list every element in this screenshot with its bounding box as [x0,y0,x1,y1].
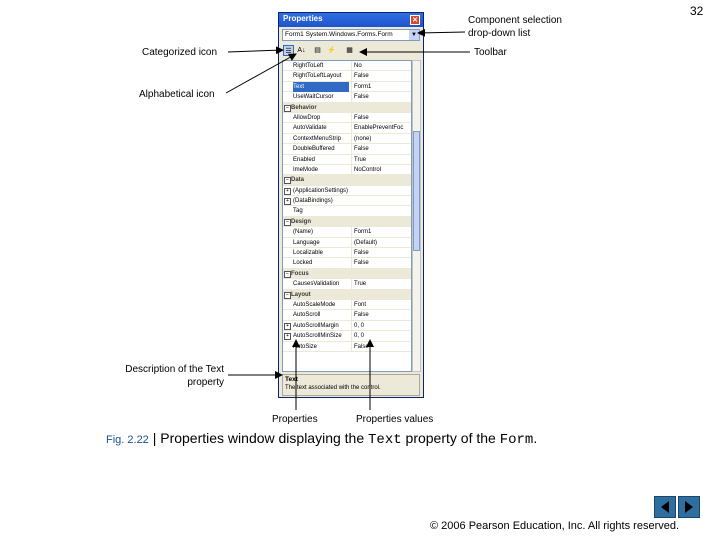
properties-values-callout: Properties values [356,414,434,425]
property-value[interactable]: False [351,144,412,154]
property-name: (DataBindings) [293,198,333,205]
collapse-icon[interactable]: − [284,292,291,299]
chevron-down-icon[interactable]: ▼ [409,30,419,40]
category-name: Design [291,218,312,225]
arrow [226,54,296,93]
property-value[interactable]: True [351,279,412,289]
property-value[interactable]: Font [351,300,412,310]
events-icon[interactable]: ⚡ [327,47,336,54]
property-name: RightToLeftLayout [293,73,342,80]
next-slide-button[interactable] [678,496,700,518]
property-name: AutoSize [293,343,318,350]
property-name: Enabled [293,156,316,163]
categorized-icon[interactable]: ☰ [283,45,294,56]
property-name: AutoScrollMinSize [293,333,342,340]
page-number: 32 [690,4,704,18]
caption-code: Form [499,432,534,448]
property-value[interactable]: 0, 0 [351,321,412,331]
property-value[interactable]: False [351,71,412,81]
property-name: AllowDrop [293,114,321,121]
caption-text: property of the [401,430,500,446]
category-name: Layout [291,291,311,298]
property-name: CausesValidation [293,281,340,288]
property-value[interactable]: True [351,155,412,165]
property-name: AutoScrollMargin [293,322,339,329]
category-name: Focus [291,270,309,277]
expand-icon[interactable]: + [284,323,291,330]
property-value[interactable]: Form1 [351,82,412,92]
property-name: Localizable [293,250,324,257]
alphabetical-icon[interactable]: A↓ [297,47,306,54]
property-value[interactable]: False [351,258,412,268]
callout-line: Component selection [468,15,562,26]
property-value[interactable]: False [351,113,412,123]
close-icon: ✕ [412,17,418,24]
description-text: The text associated with the control. [285,385,381,391]
property-name: Language [293,239,320,246]
collapse-icon[interactable]: − [284,105,291,112]
description-title: Text [285,376,298,383]
property-name: RightToLeft [293,63,324,69]
property-name: Locked [293,260,313,267]
expand-icon[interactable]: + [284,198,291,205]
expand-icon[interactable]: + [284,333,291,340]
category-name: Behavior [291,104,317,111]
property-value[interactable]: EnablePreventFoc [351,123,412,133]
figure-label: Fig. 2.22 [106,434,149,446]
alphabetical-icon-callout: Alphabetical icon [139,89,215,100]
property-name: ContextMenuStrip [293,135,342,142]
callout-line: drop-down list [468,28,531,39]
arrow [228,50,283,52]
caption-text: Properties [160,430,225,446]
property-name: AutoValidate [293,125,327,132]
previous-slide-button[interactable] [654,496,676,518]
property-value[interactable]: (none) [351,134,412,144]
property-name: (ApplicationSettings) [293,187,349,194]
property-name: AutoScaleMode [293,301,336,308]
expand-icon[interactable]: + [284,188,291,195]
collapse-icon[interactable]: − [284,219,291,226]
arrow [418,32,465,33]
property-name: Text [293,82,349,92]
property-value[interactable]: Form1 [351,227,412,237]
combo-value: Form1 System.Windows.Forms.Form [285,31,393,38]
callout-line: property [187,377,224,388]
caption-code: Text [368,432,402,448]
caption-separator: | [148,430,161,446]
arrow-left-icon [655,497,675,517]
property-pages-icon[interactable]: ▦ [346,47,353,54]
copyright: © 2006 Pearson Education, Inc. All rights reserved. [430,520,680,532]
caption-text: . [533,430,538,446]
arrow-right-icon [679,497,699,517]
property-value[interactable]: False [351,310,412,320]
categorized-icon-callout: Categorized icon [142,47,218,58]
figure-caption [106,430,537,448]
toolbar-callout: Toolbar [474,47,507,58]
property-value[interactable]: (Default) [351,238,412,248]
property-name: AutoScroll [293,312,321,319]
caption-text: window displaying the [224,430,369,446]
window-title: Properties [283,14,323,23]
property-name: ImeMode [293,166,319,173]
callout-line: Description of the Text [125,364,224,375]
property-value[interactable]: 0, 0 [351,331,412,341]
collapse-icon[interactable]: − [284,271,291,278]
property-name: (Name) [293,229,314,236]
properties-icon[interactable]: ▤ [314,47,321,54]
property-value[interactable]: NoControl [351,165,412,175]
property-value[interactable]: No [351,61,412,71]
property-name: DoubleBuffered [293,146,335,153]
property-value[interactable]: False [351,248,412,258]
property-name: UseWaitCursor [293,94,334,101]
category-name: Data [291,177,305,184]
property-name: Tag [293,208,303,215]
properties-callout: Properties [272,414,318,425]
collapse-icon[interactable]: − [284,177,291,184]
property-value[interactable]: False [351,92,412,102]
property-value[interactable]: False [351,342,412,352]
